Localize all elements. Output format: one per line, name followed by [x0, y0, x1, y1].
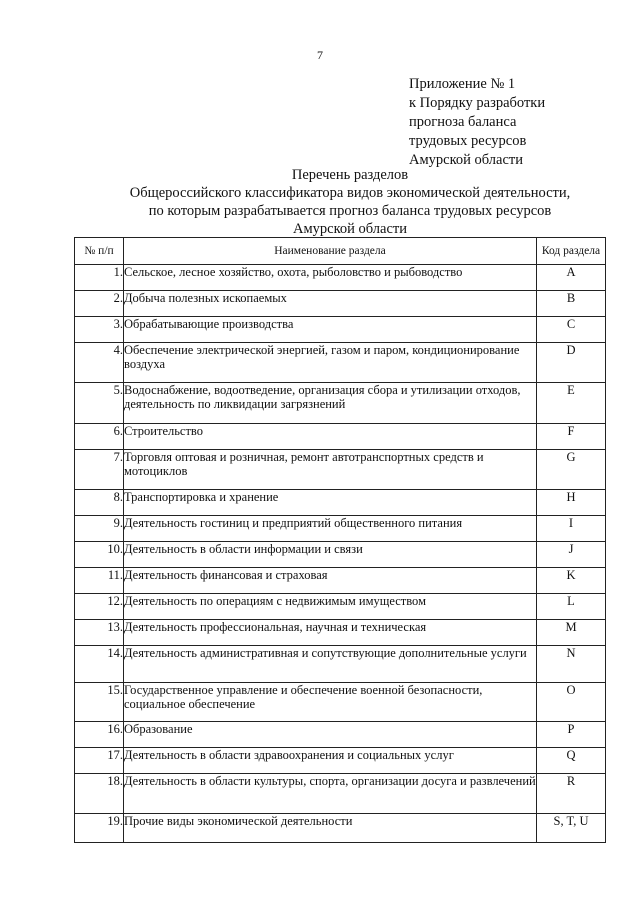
- appendix-header: [409, 75, 545, 170]
- section-code: R: [537, 774, 606, 814]
- sections-table: [74, 237, 606, 843]
- section-code: E: [537, 383, 606, 424]
- section-code: O: [537, 683, 606, 722]
- table-row: [75, 317, 606, 343]
- header-name: Наименование раздела: [124, 238, 537, 265]
- row-number: 2.: [75, 291, 124, 317]
- row-number: 4.: [75, 343, 124, 383]
- row-number: 3.: [75, 317, 124, 343]
- table-row: [75, 265, 606, 291]
- section-name: Добыча полезных ископаемых: [124, 291, 537, 317]
- section-code: H: [537, 490, 606, 516]
- section-name: Деятельность по операциям с недвижимым имуществом: [124, 594, 537, 620]
- row-number: 7.: [75, 450, 124, 490]
- appendix-line: трудовых ресурсов: [409, 133, 527, 149]
- section-code: F: [537, 424, 606, 450]
- row-number: 19.: [75, 814, 124, 843]
- table-row: [75, 814, 606, 843]
- table-row: [75, 620, 606, 646]
- section-name: Обеспечение электрической энергией, газом и паром, кондиционирование воздуха: [124, 343, 537, 383]
- section-code: G: [537, 450, 606, 490]
- row-number: 10.: [75, 542, 124, 568]
- table-row: [75, 722, 606, 748]
- section-code: N: [537, 646, 606, 683]
- section-code: M: [537, 620, 606, 646]
- table-row: [75, 450, 606, 490]
- table-row: [75, 594, 606, 620]
- row-number: 15.: [75, 683, 124, 722]
- table-row: [75, 343, 606, 383]
- section-name: Государственное управление и обеспечение военной безопасности, социальное обеспечение: [124, 683, 537, 722]
- section-name: Обрабатывающие производства: [124, 317, 537, 343]
- section-code: B: [537, 291, 606, 317]
- table-row: [75, 683, 606, 722]
- table-row: [75, 383, 606, 424]
- section-code: J: [537, 542, 606, 568]
- section-name: Деятельность финансовая и страховая: [124, 568, 537, 594]
- row-number: 5.: [75, 383, 124, 424]
- section-code: I: [537, 516, 606, 542]
- table-row: [75, 490, 606, 516]
- row-number: 16.: [75, 722, 124, 748]
- row-number: 14.: [75, 646, 124, 683]
- page-number: 7: [317, 48, 323, 62]
- section-name: Водоснабжение, водоотведение, организация сбора и утилизации отходов, деятельность по ликвидации загрязнений: [124, 383, 537, 424]
- document-title: [0, 166, 640, 238]
- row-number: 13.: [75, 620, 124, 646]
- section-name: Деятельность профессиональная, научная и техническая: [124, 620, 537, 646]
- table-row: [75, 542, 606, 568]
- section-code: Q: [537, 748, 606, 774]
- section-name: Прочие виды экономической деятельности: [124, 814, 537, 843]
- table-row: [75, 424, 606, 450]
- section-name: Торговля оптовая и розничная, ремонт автотранспортных средств и мотоциклов: [124, 450, 537, 490]
- table-row: [75, 516, 606, 542]
- row-number: 18.: [75, 774, 124, 814]
- appendix-line: Приложение № 1: [409, 76, 516, 92]
- table-row: [75, 291, 606, 317]
- title-line: Перечень разделов: [291, 167, 409, 183]
- appendix-line: Амурской области: [409, 152, 523, 168]
- section-name: Строительство: [124, 424, 537, 450]
- title-line: по которым разрабатывается прогноз баланса трудовых ресурсов: [148, 203, 552, 219]
- section-name: Сельское, лесное хозяйство, охота, рыболовство и рыбоводство: [124, 265, 537, 291]
- section-code: C: [537, 317, 606, 343]
- section-name: Транспортировка и хранение: [124, 490, 537, 516]
- header-code: Код раздела: [537, 238, 606, 265]
- section-name: Деятельность гостиниц и предприятий общественного питания: [124, 516, 537, 542]
- section-name: Образование: [124, 722, 537, 748]
- appendix-line: к Порядку разработки: [409, 95, 546, 111]
- table-row: [75, 748, 606, 774]
- appendix-line: прогноза баланса: [409, 114, 517, 130]
- title-line: Общероссийского классификатора видов экономической деятельности,: [129, 185, 571, 201]
- row-number: 12.: [75, 594, 124, 620]
- table-row: [75, 568, 606, 594]
- row-number: 17.: [75, 748, 124, 774]
- header-num: № п/п: [75, 238, 124, 265]
- section-name: Деятельность в области информации и связи: [124, 542, 537, 568]
- row-number: 1.: [75, 265, 124, 291]
- section-code: P: [537, 722, 606, 748]
- row-number: 11.: [75, 568, 124, 594]
- section-code: K: [537, 568, 606, 594]
- section-code: A: [537, 265, 606, 291]
- table-row: [75, 774, 606, 814]
- section-code: L: [537, 594, 606, 620]
- row-number: 6.: [75, 424, 124, 450]
- table-header-row: [75, 238, 606, 265]
- section-name: Деятельность в области культуры, спорта, организации досуга и развлечений: [124, 774, 537, 814]
- table-row: [75, 646, 606, 683]
- section-code: D: [537, 343, 606, 383]
- row-number: 8.: [75, 490, 124, 516]
- section-name: Деятельность в области здравоохранения и социальных услуг: [124, 748, 537, 774]
- section-code: S, T, U: [537, 814, 606, 843]
- title-line: Амурской области: [293, 221, 407, 237]
- row-number: 9.: [75, 516, 124, 542]
- section-name: Деятельность административная и сопутствующие дополнительные услуги: [124, 646, 537, 683]
